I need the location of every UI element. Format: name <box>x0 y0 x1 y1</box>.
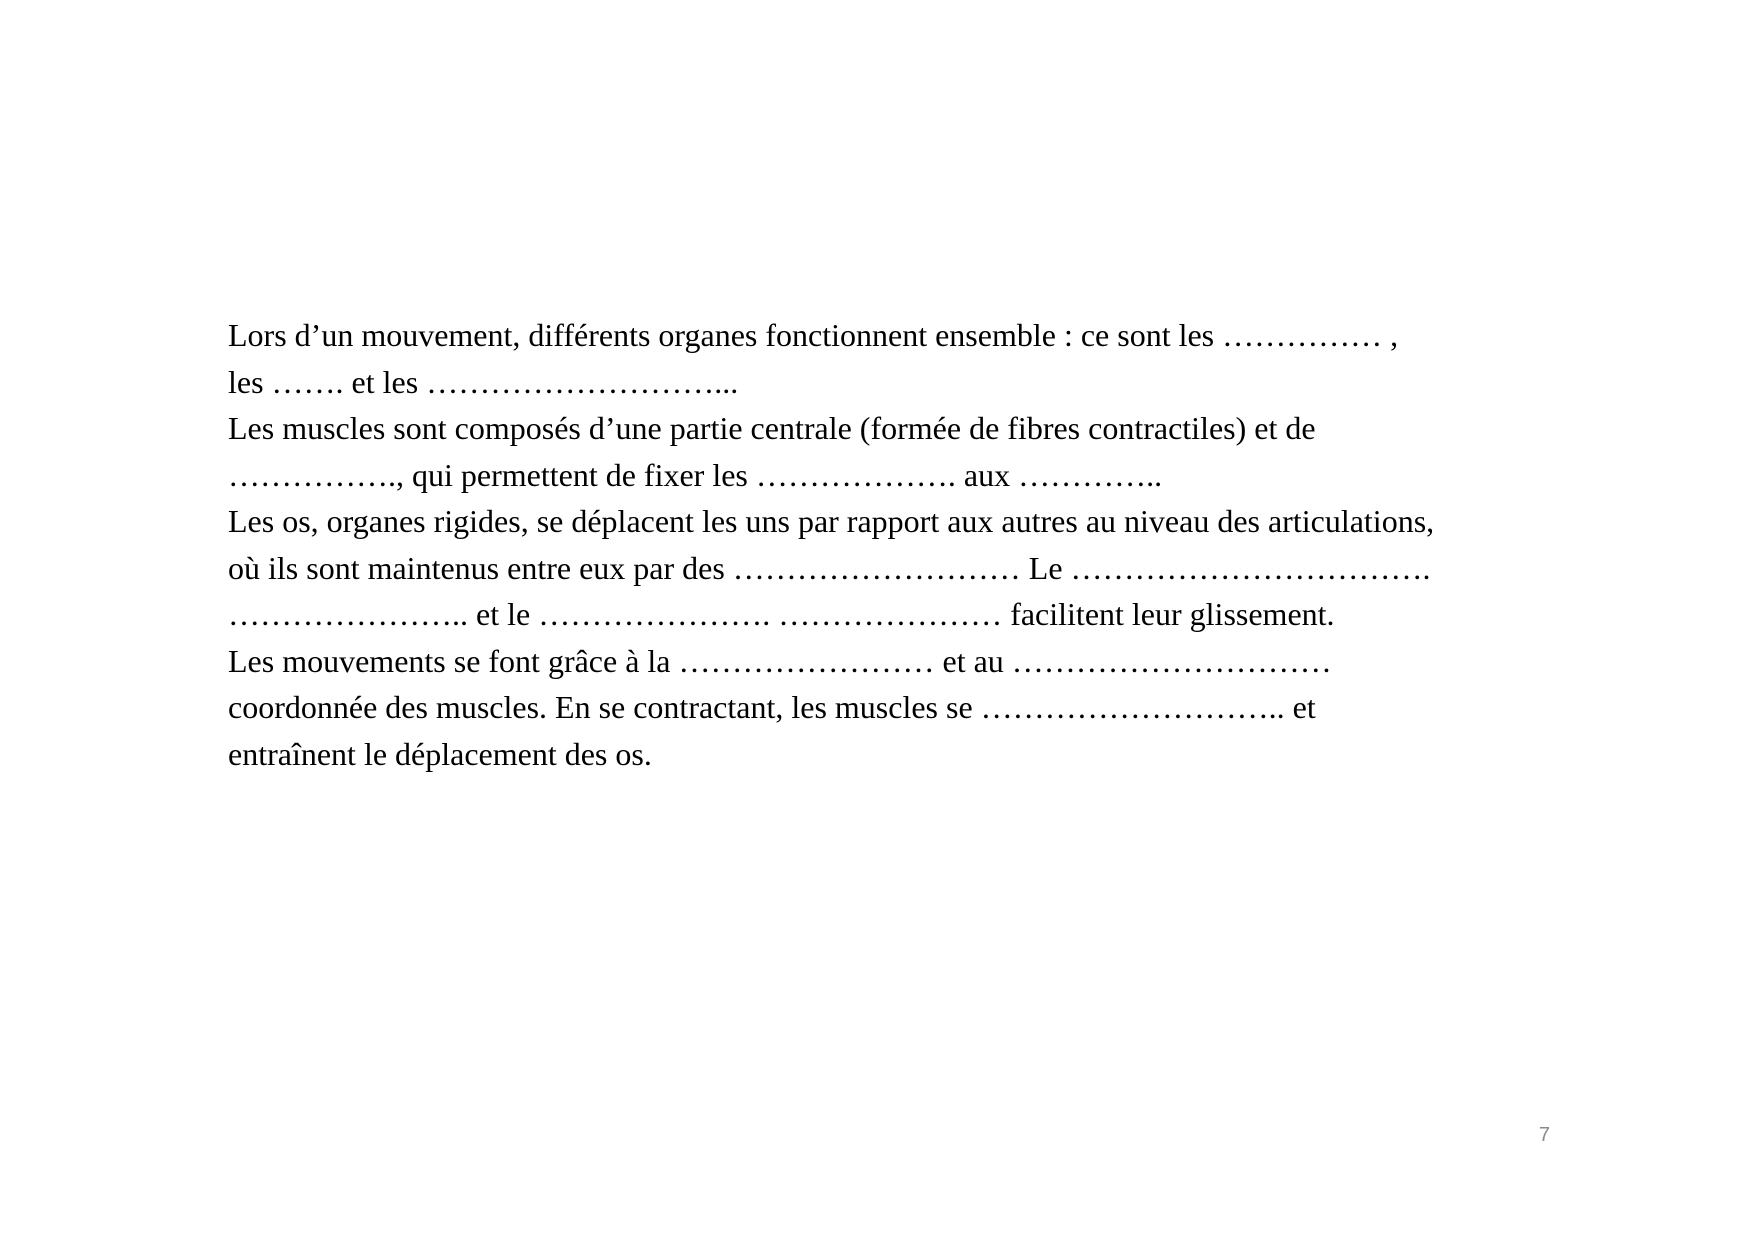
text-line: Les mouvements se font grâce à la …………………… et au ………………………… <box>228 642 1332 679</box>
text-line: où ils sont maintenus entre eux par des ……………………… Le ……………………………. <box>228 549 1431 586</box>
text-line: ……………., qui permettent de fixer les ………………. aux ………….. <box>228 456 1163 493</box>
fill-in-the-blank-paragraph <box>228 312 1568 777</box>
text-line: Les muscles sont composés d’une partie centrale (formée de fibres contractiles) et de <box>228 410 1316 446</box>
text-line: ………………….. et le …………………. ………………… facilitent leur glissement. <box>228 596 1335 632</box>
text-line: les ……. et les ………………………... <box>228 363 739 400</box>
text-line: entraînent le déplacement des os. <box>228 735 652 772</box>
text-line: coordonnée des muscles. En se contractant, les muscles se ……………………….. et <box>228 689 1316 725</box>
page-number: 7 <box>1538 1124 1550 1146</box>
text-line: Les os, organes rigides, se déplacent les uns par rapport aux autres au niveau des articulations, <box>228 503 1435 539</box>
text-line: Lors d’un mouvement, différents organes fonctionnent ensemble : ce sont les …………… , <box>228 317 1399 353</box>
